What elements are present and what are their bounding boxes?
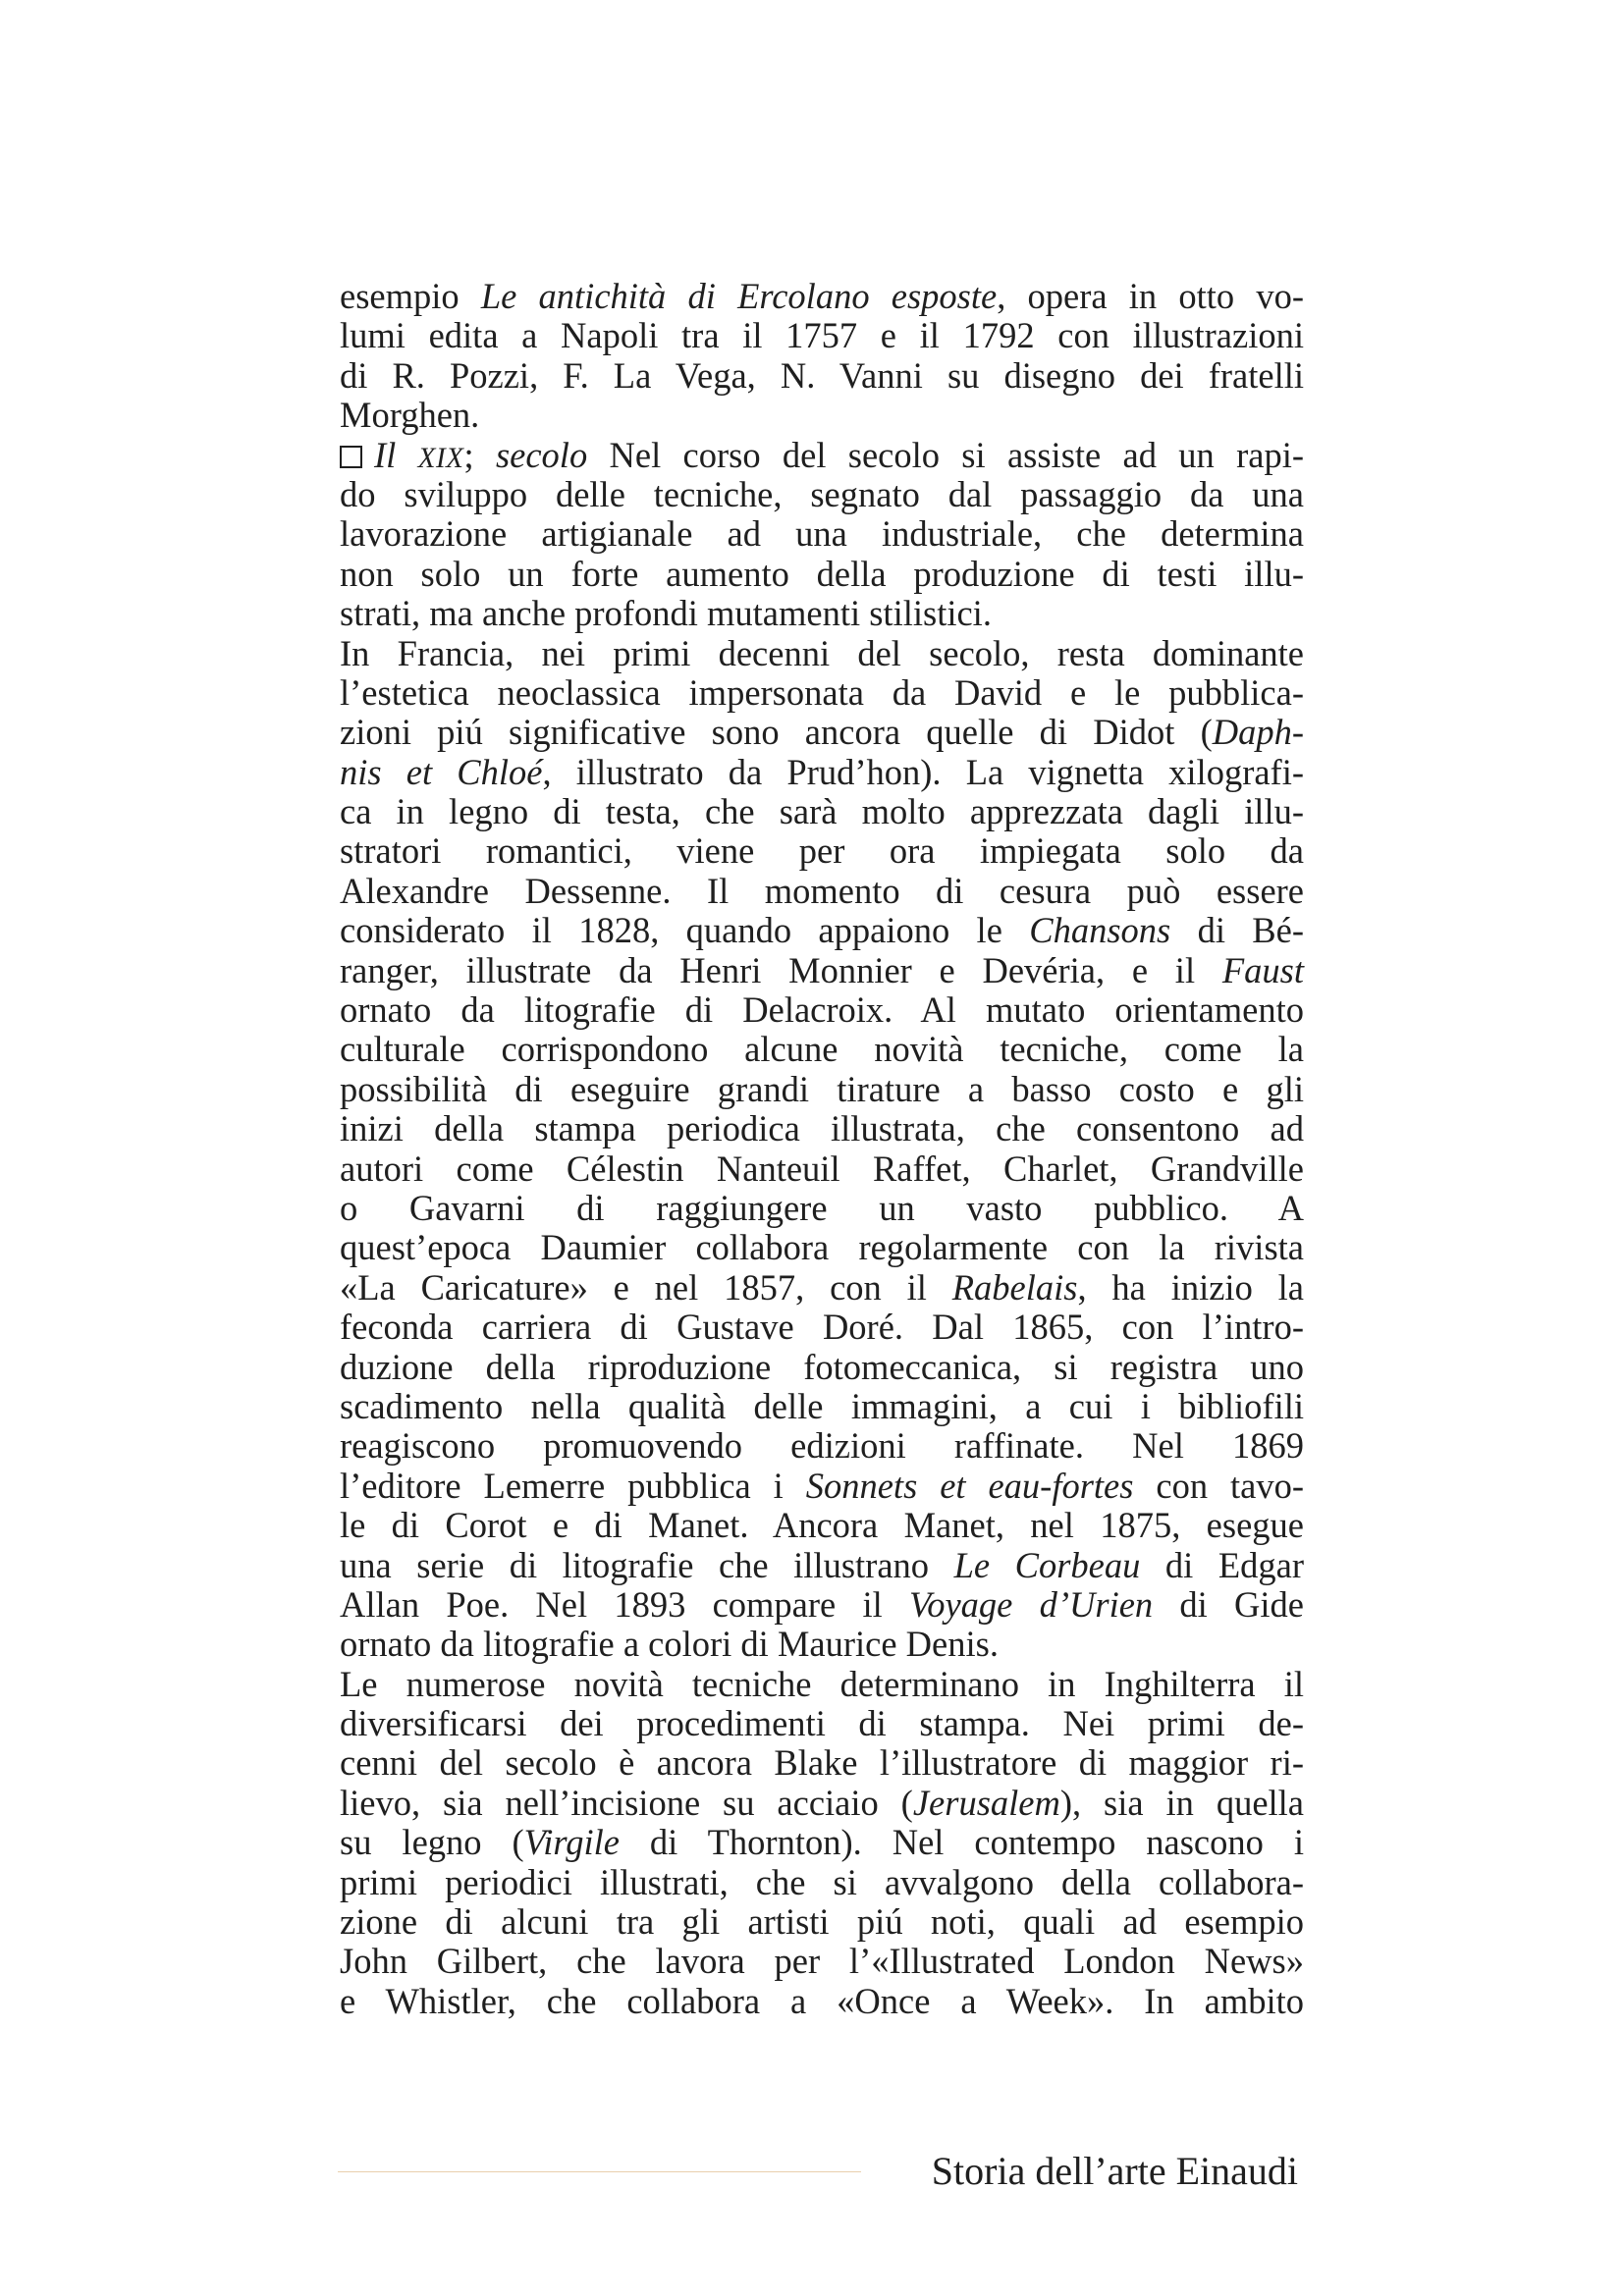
text-run: duzione della riproduzione fotomeccanica, si registra uno xyxy=(340,1346,1304,1387)
text-run: , opera in otto vo- xyxy=(997,276,1305,316)
text-line xyxy=(340,1546,1304,1585)
text-line xyxy=(340,436,1304,475)
text-line xyxy=(340,1743,1304,1783)
text-line xyxy=(340,277,1304,316)
text-run: ), sia in quella xyxy=(1059,1782,1305,1823)
footer-rule xyxy=(338,2171,861,2172)
text-line xyxy=(340,673,1304,713)
text-run: lavorazione artigianale ad una industriale, che determina xyxy=(340,513,1304,555)
text-run: ranger, illustrate da Henri Monnier e Devéria, e il xyxy=(340,949,1222,990)
italic-text: Jerusalem xyxy=(912,1782,1060,1823)
text-line xyxy=(340,1784,1304,1823)
text-line xyxy=(340,514,1304,554)
italic-text: secolo xyxy=(495,434,588,475)
text-run: Le numerose novità tecniche determinano in Inghilterra il xyxy=(340,1663,1304,1704)
text-line xyxy=(340,1982,1304,2021)
text-run: do sviluppo delle tecniche, segnato dal passaggio da una xyxy=(340,473,1304,514)
text-run: possibilità di eseguire grandi tirature a basso costo e gli xyxy=(340,1068,1304,1109)
text-run: primi periodici illustrati, che si avvalgono della collabora- xyxy=(340,1861,1304,1902)
text-run: cenni del secolo è ancora Blake l’illustratore di maggior ri- xyxy=(340,1742,1304,1784)
text-run: scadimento nella qualità delle immagini, a cui i bibliofili xyxy=(340,1385,1304,1426)
text-line xyxy=(340,1228,1304,1267)
italic-text: Daph- xyxy=(1212,712,1304,753)
text-run: l’estetica neoclassica impersonata da David e le pubblica- xyxy=(340,671,1304,713)
text-line xyxy=(340,831,1304,871)
text-line xyxy=(340,1070,1304,1109)
text-line xyxy=(340,1863,1304,1902)
text-line xyxy=(340,1942,1304,1981)
text-line xyxy=(340,1348,1304,1387)
text-run: reagiscono promuovendo edizioni raffinate. Nel 1869 xyxy=(340,1425,1304,1467)
text-line xyxy=(340,753,1304,792)
text-line xyxy=(340,555,1304,594)
text-run: di Bé- xyxy=(1170,910,1305,951)
text-line xyxy=(340,316,1304,355)
text-line xyxy=(340,1109,1304,1148)
text-line xyxy=(340,1585,1304,1625)
text-run: considerato il 1828, quando appaiono le xyxy=(340,910,1030,951)
text-run: autori come Célestin Nanteuil Raffet, Charlet, Grandville xyxy=(340,1148,1304,1189)
text-run: ; xyxy=(463,434,496,475)
italic-text: Le antichità di Ercolano esposte xyxy=(480,276,998,316)
text-line xyxy=(340,1268,1304,1308)
text-line xyxy=(340,911,1304,950)
text-run: di Thornton). Nel contempo nascono i xyxy=(619,1822,1304,1863)
text-run: quest’epoca Daumier collabora regolarmente con la rivista xyxy=(340,1227,1304,1268)
text-run: diversificarsi dei procedimenti di stampa. Nei primi de- xyxy=(340,1703,1304,1744)
text-run: di Edgar xyxy=(1140,1544,1304,1585)
text-run: di R. Pozzi, F. La Vega, N. Vanni su disegno dei fratelli xyxy=(340,354,1304,396)
text-line xyxy=(340,713,1304,752)
text-run: Morghen. xyxy=(340,395,480,436)
empty-square-icon xyxy=(340,446,362,468)
text-run: ornato da litografie a colori di Maurice Denis. xyxy=(340,1624,999,1665)
text-run: le di Corot e di Manet. Ancora Manet, nel 1875, esegue xyxy=(340,1505,1304,1546)
text-run: ca in legno di testa, che sarà molto apprezzata dagli illu- xyxy=(340,791,1304,832)
text-run: o Gavarni di raggiungere un vasto pubblico. A xyxy=(340,1187,1304,1228)
italic-text: Chansons xyxy=(1029,910,1171,951)
italic-text: Il xyxy=(374,434,418,475)
text-run: l’editore Lemerre pubblica i xyxy=(340,1465,806,1506)
text-line xyxy=(340,951,1304,990)
text-run: , ha inizio la xyxy=(1077,1266,1304,1308)
text-line xyxy=(340,1308,1304,1347)
italic-text: Sonnets et eau-fortes xyxy=(805,1465,1134,1506)
text-run: In Francia, nei primi decenni del secolo, resta dominante xyxy=(340,632,1304,673)
text-run: zioni piú significative sono ancora quelle di Didot ( xyxy=(340,712,1213,753)
body-text xyxy=(340,277,1304,2021)
text-run: esempio xyxy=(340,276,481,316)
text-line xyxy=(340,1665,1304,1704)
text-line xyxy=(340,1902,1304,1942)
text-line xyxy=(340,634,1304,673)
text-run: zione di alcuni tra gli artisti piú noti, quali ad esempio xyxy=(340,1901,1304,1943)
text-line xyxy=(340,990,1304,1030)
text-line xyxy=(340,1506,1304,1545)
italic-text: Rabelais xyxy=(951,1266,1078,1308)
italic-text: Virgile xyxy=(523,1822,620,1863)
text-run: «La Caricature» e nel 1857, con il xyxy=(340,1266,952,1308)
text-line xyxy=(340,1823,1304,1862)
text-run: lumi edita a Napoli tra il 1757 e il 1792 con illustrazioni xyxy=(340,315,1304,356)
text-line xyxy=(340,1625,1304,1664)
text-run: John Gilbert, che lavora per l’«Illustrated London News» xyxy=(340,1941,1304,1982)
text-run: lievo, sia nell’incisione su acciaio ( xyxy=(340,1782,913,1823)
italic-text: Le Corbeau xyxy=(953,1544,1141,1585)
text-line xyxy=(340,872,1304,911)
text-line xyxy=(340,792,1304,831)
text-run: non solo un forte aumento della produzione di testi illu- xyxy=(340,553,1304,594)
text-run: inizi della stampa periodica illustrata, che consentono ad xyxy=(340,1108,1304,1149)
text-line xyxy=(340,1189,1304,1228)
text-line xyxy=(340,1704,1304,1743)
text-line xyxy=(340,1426,1304,1466)
text-line xyxy=(340,475,1304,514)
text-run: Alexandre Dessenne. Il momento di cesura può essere xyxy=(340,870,1304,911)
italic-text: XIX xyxy=(417,442,464,474)
italic-text: Voyage d’Urien xyxy=(908,1583,1154,1625)
text-run: , illustrato da Prud’hon). La vignetta xilografi- xyxy=(542,751,1304,792)
text-line xyxy=(340,396,1304,435)
text-run: feconda carriera di Gustave Doré. Dal 1865, con l’intro- xyxy=(340,1307,1304,1348)
text-line xyxy=(340,1467,1304,1506)
text-run: e Whistler, che collabora a «Once a Week». In ambito xyxy=(340,1980,1304,2021)
text-line xyxy=(340,356,1304,396)
italic-text: nis et Chloé xyxy=(340,751,543,792)
text-run: culturale corrispondono alcune novità tecniche, come la xyxy=(340,1029,1304,1070)
text-run: ornato da litografie di Delacroix. Al mutato orientamento xyxy=(340,989,1304,1031)
text-run: con tavo- xyxy=(1133,1465,1305,1506)
footer-title: Storia dell’arte Einaudi xyxy=(931,2149,1298,2193)
text-run: Nel corso del secolo si assiste ad un rapi- xyxy=(587,434,1305,475)
text-line xyxy=(340,1149,1304,1189)
text-run: stratori romantici, viene per ora impiegata solo da xyxy=(340,830,1304,872)
text-line xyxy=(340,1387,1304,1426)
text-run: strati, ma anche profondi mutamenti stilistici. xyxy=(340,593,992,634)
text-line xyxy=(340,1030,1304,1069)
text-line xyxy=(340,594,1304,633)
italic-text: Faust xyxy=(1221,949,1304,990)
text-run: una serie di litografie che illustrano xyxy=(340,1544,954,1585)
text-run: Allan Poe. Nel 1893 compare il xyxy=(340,1583,909,1625)
text-run: su legno ( xyxy=(340,1822,524,1863)
text-run: di Gide xyxy=(1153,1583,1304,1625)
